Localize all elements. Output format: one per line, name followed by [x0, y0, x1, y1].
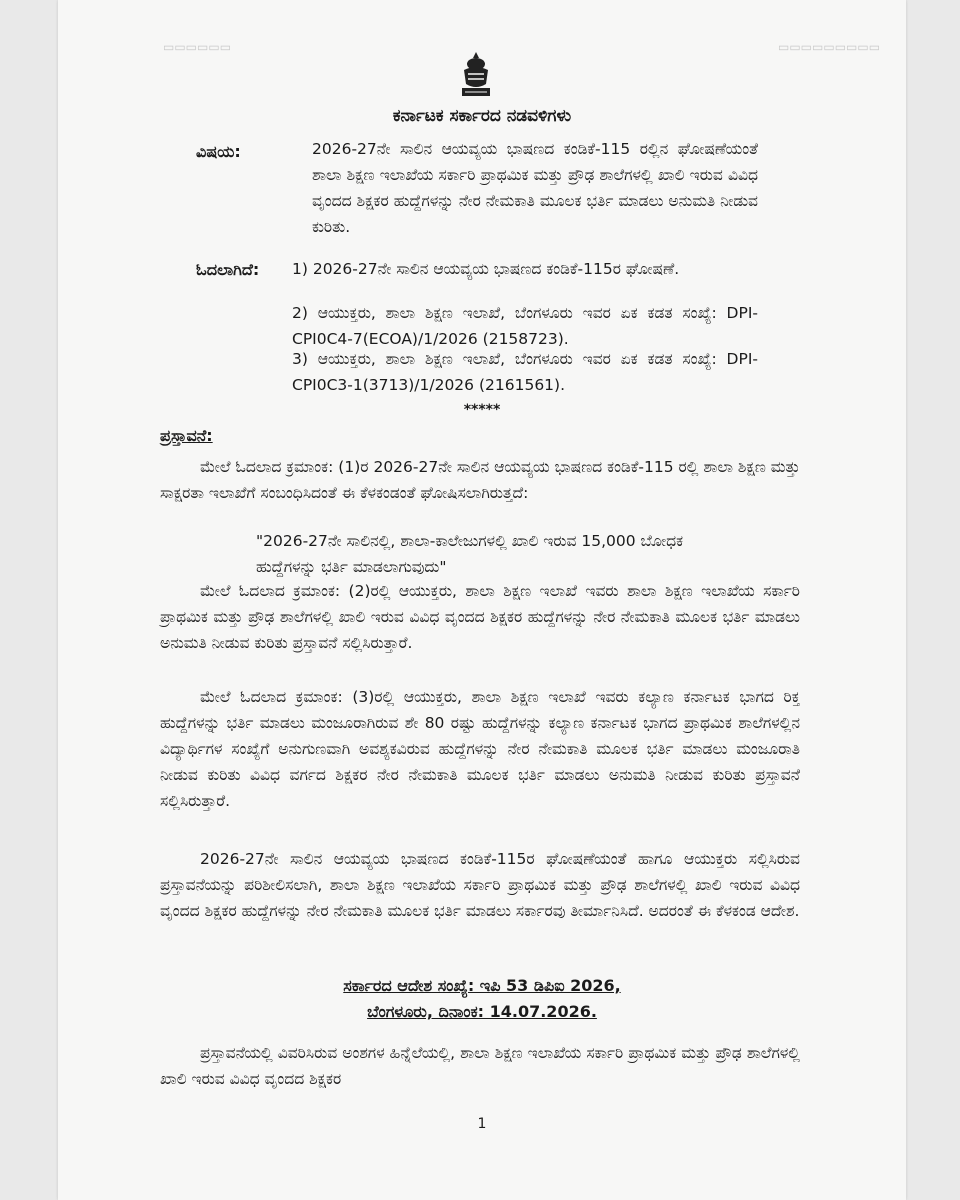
karnataka-emblem-icon [456, 50, 496, 100]
order-number: ಸರ್ಕಾರದ ಆದೇಶ ಸಂಖ್ಯೆ: ಇಪಿ 53 ಡಿಪಿಐ 2026, [343, 976, 621, 995]
bleed-through-text: ▭▭▭▭▭▭▭▭▭ [778, 40, 881, 54]
document-title: ಕರ್ನಾಟಕ ಸರ್ಕಾರದ ನಡವಳಿಗಳು [392, 106, 572, 126]
preamble-heading: ಪ್ರಸ್ತಾವನೆ: [160, 426, 213, 445]
paragraph-4: 2026-27ನೇ ಸಾಲಿನ ಆಯವ್ಯಯ ಭಾಷಣದ ಕಂಡಿಕೆ-115ರ ಘೋಷಣೆಯಂತೆ ಹಾಗೂ ಆಯುಕ್ತರು ಸಲ್ಲಿಸಿರುವ ಪ್ರಸ್ತಾವನೆಯನ್ನು ಪರಿಶೀಲಿಸಲಾಗಿ, ಶಾಲಾ ಶಿಕ್ಷಣ ಇಲಾಖೆಯ ಸರ್ಕಾರಿ ಪ್ರಾಥಮಿಕ ಮತ್ತು ಪ್ರೌಢ ಶಾಲೆಗಳಲ್ಲಿ ಖಾಲಿ ಇರುವ ವಿವಿಧ ವೃಂದದ ಶಿಕ್ಷಕರ ಹುದ್ದೆಗಳನ್ನು ನೇರ ನೇಮಕಾತಿ ಮೂಲಕ ಭರ್ತಿ ಮಾಡಲು ಸರ್ಕಾರವು ತೀರ್ಮಾನಿಸಿದೆ. ಅದರಂತೆ ಈ ಕೆಳಕಂಡ ಆದೇಶ. [160, 850, 800, 920]
budget-quote: "2026-27ನೇ ಸಾಲಿನಲ್ಲಿ, ಶಾಲಾ-ಕಾಲೇಜುಗಳಲ್ಲಿ ಖಾಲಿ ಇರುವ 15,000 ಬೋಧಕ ಹುದ್ದೆಗಳನ್ನು ಭರ್ತಿ ಮಾಡಲಾಗುವುದು" [256, 532, 684, 576]
paragraph-2: ಮೇಲೆ ಓದಲಾದ ಕ್ರಮಾಂಕ: (2)ರಲ್ಲಿ ಆಯುಕ್ತರು, ಶಾಲಾ ಶಿಕ್ಷಣ ಇಲಾಖೆ ಇವರು ಶಾಲಾ ಶಿಕ್ಷಣ ಇಲಾಖೆಯ ಸರ್ಕಾರಿ ಪ್ರಾಥಮಿಕ ಮತ್ತು ಪ್ರೌಢ ಶಾಲೆಗಳಲ್ಲಿ ಖಾಲಿ ಇರುವ ವಿವಿಧ ವೃಂದದ ಶಿಕ್ಷಕರ ಹುದ್ದೆಗಳನ್ನು ನೇರ ನೇಮಕಾತಿ ಮೂಲಕ ಭರ್ತಿ ಮಾಡಲು ಅನುಮತಿ ನೀಡುವ ಕುರಿತು ಪ್ರಸ್ತಾವನೆ ಸಲ್ಲಿಸಿರುತ್ತಾರೆ. [160, 582, 800, 652]
reference-2: 2) ಆಯುಕ್ತರು, ಶಾಲಾ ಶಿಕ್ಷಣ ಇಲಾಖೆ, ಬೆಂಗಳೂರು ಇವರ ಏಕ ಕಡತ ಸಂಖ್ಯೆ: DPI-CPI0C4-7(ECOA)/1/2026 (2158723). [292, 304, 758, 348]
reference-label: ಓದಲಾಗಿದೆ: [196, 260, 260, 279]
section-separator: ***** [463, 402, 501, 418]
paragraph-1: ಮೇಲೆ ಓದಲಾದ ಕ್ರಮಾಂಕ: (1)ರ 2026-27ನೇ ಸಾಲಿನ ಆಯವ್ಯಯ ಭಾಷಣದ ಕಂಡಿಕೆ-115 ರಲ್ಲಿ ಶಾಲಾ ಶಿಕ್ಷಣ ಮತ್ತು ಸಾಕ್ಷರತಾ ಇಲಾಖೆಗೆ ಸಂಬಂಧಿಸಿದಂತೆ ಈ ಕೆಳಕಂಡಂತೆ ಘೋಷಿಸಲಾಗಿರುತ್ತದೆ: [160, 458, 800, 502]
bleed-through-text: ▭▭▭▭▭▭ [163, 40, 232, 54]
document-page [58, 0, 906, 1200]
paragraph-5: ಪ್ರಸ್ತಾವನೆಯಲ್ಲಿ ವಿವರಿಸಿರುವ ಅಂಶಗಳ ಹಿನ್ನೆಲೆಯಲ್ಲಿ, ಶಾಲಾ ಶಿಕ್ಷಣ ಇಲಾಖೆಯ ಸರ್ಕಾರಿ ಪ್ರಾಥಮಿಕ ಮತ್ತು ಪ್ರೌಢ ಶಾಲೆಗಳಲ್ಲಿ ಖಾಲಿ ಇರುವ ವಿವಿಧ ವೃಂದದ ಶಿಕ್ಷಕರ [160, 1044, 800, 1088]
paragraph-3: ಮೇಲೆ ಓದಲಾದ ಕ್ರಮಾಂಕ: (3)ರಲ್ಲಿ ಆಯುಕ್ತರು, ಶಾಲಾ ಶಿಕ್ಷಣ ಇಲಾಖೆ ಇವರು ಕಲ್ಯಾಣ ಕರ್ನಾಟಕ ಭಾಗದ ರಿಕ್ತ ಹುದ್ದೆಗಳನ್ನು ಭರ್ತಿ ಮಾಡಲು ಮಂಜೂರಾಗಿರುವ ಶೇ 80 ರಷ್ಟು ಹುದ್ದೆಗಳನ್ನು ಕಲ್ಯಾಣ ಕರ್ನಾಟಕ ಭಾಗದ ಪ್ರಾಥಮಿಕ ಶಾಲೆಗಳಲ್ಲಿನ ವಿದ್ಯಾರ್ಥಿಗಳ ಸಂಖ್ಯೆಗೆ ಅನುಗುಣವಾಗಿ ಅವಶ್ಯಕವಿರುವ ಹುದ್ದೆಗಳನ್ನು ನೇರ ನೇಮಕಾತಿ ಮೂಲಕ ಭರ್ತಿ ಮಾಡಲು ಮಂಜೂರಾತಿ ನೀಡುವ ಕುರಿತು ವಿವಿಧ ವರ್ಗದ ಶಿಕ್ಷಕರ ನೇರ ನೇಮಕಾತಿ ಮೂಲಕ ಭರ್ತಿ ಮಾಡಲು ಅನುಮತಿ ನೀಡುವ ಕುರಿತು ಪ್ರಸ್ತಾವನೆ ಸಲ್ಲಿಸಿರುತ್ತಾರೆ. [160, 688, 800, 810]
subject-text: 2026-27ನೇ ಸಾಲಿನ ಆಯವ್ಯಯ ಭಾಷಣದ ಕಂಡಿಕೆ-115 ರಲ್ಲಿನ ಘೋಷಣೆಯಂತೆ ಶಾಲಾ ಶಿಕ್ಷಣ ಇಲಾಖೆಯ ಸರ್ಕಾರಿ ಪ್ರಾಥಮಿಕ ಮತ್ತು ಪ್ರೌಢ ಶಾಲೆಗಳಲ್ಲಿ ಖಾಲಿ ಇರುವ ವಿವಿಧ ವೃಂದದ ಶಿಕ್ಷಕರ ಹುದ್ದೆಗಳನ್ನು ನೇರ ನೇಮಕಾತಿ ಮೂಲಕ ಭರ್ತಿ ಮಾಡಲು ಅನುಮತಿ ನೀಡುವ ಕುರಿತು. [312, 140, 758, 236]
subject-label: ವಿಷಯ: [196, 142, 241, 161]
page-number: 1 [477, 1116, 487, 1132]
reference-3: 3) ಆಯುಕ್ತರು, ಶಾಲಾ ಶಿಕ್ಷಣ ಇಲಾಖೆ, ಬೆಂಗಳೂರು ಇವರ ಏಕ ಕಡತ ಸಂಖ್ಯೆ: DPI-CPI0C3-1(3713)/1/2026 (2161561). [292, 350, 758, 394]
reference-1: 1) 2026-27ನೇ ಸಾಲಿನ ಆಯವ್ಯಯ ಭಾಷಣದ ಕಂಡಿಕೆ-115ರ ಘೋಷಣೆ. [292, 260, 680, 278]
order-place-date: ಬೆಂಗಳೂರು, ದಿನಾಂಕ: 14.07.2026. [367, 1002, 597, 1021]
